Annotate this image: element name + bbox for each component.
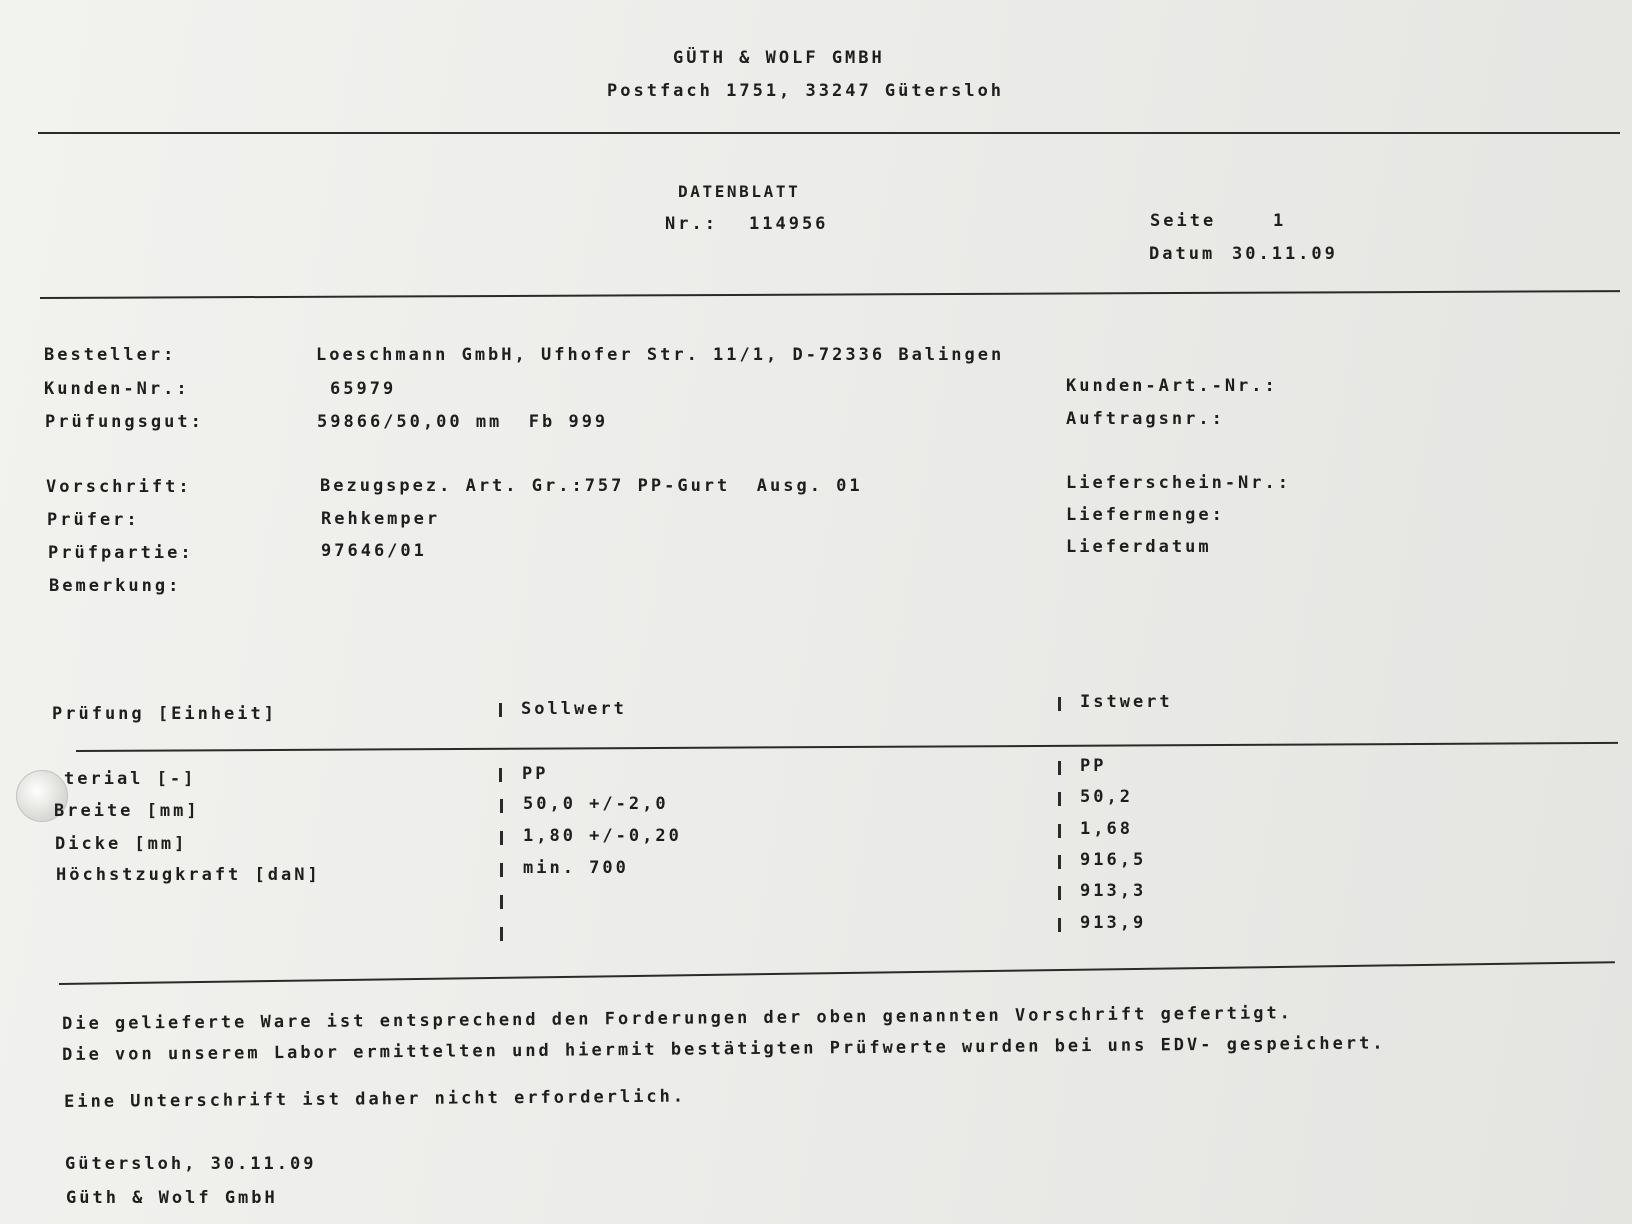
doc-title: DATENBLATT	[678, 182, 801, 201]
divider-table-header	[76, 742, 1618, 752]
statement-line-3: Eine Unterschrift ist daher nicht erforderlich.	[63, 1086, 687, 1112]
divider-title	[40, 290, 1620, 299]
col-separator	[1058, 792, 1061, 806]
row-soll-value: 50,0 +/-2,0	[523, 794, 669, 814]
col-separator	[1058, 761, 1061, 775]
col-header-ist: Istwert	[1080, 692, 1173, 712]
label-pruefer: Prüfer:	[47, 510, 140, 530]
value-besteller: Loeschmann GmbH, Ufhofer Str. 11/1, D-72336 Balingen	[316, 345, 1005, 365]
value-pruefpartie: 97646/01	[321, 541, 427, 561]
row-ist-value: 913,9	[1080, 913, 1147, 933]
row-ist-value: 916,5	[1080, 850, 1147, 870]
col-separator	[499, 768, 502, 782]
label-kunden-art-nr: Kunden-Art.-Nr.:	[1066, 376, 1278, 396]
row-test-label: Breite [mm]	[54, 801, 200, 821]
col-separator	[500, 895, 503, 909]
col-separator	[500, 831, 503, 845]
row-ist-value: 913,3	[1080, 881, 1147, 901]
page-label: Seite	[1150, 211, 1217, 231]
company-address: Postfach 1751, 33247 Gütersloh	[607, 81, 1005, 101]
label-vorschrift: Vorschrift:	[46, 477, 192, 497]
value-pruefungsgut: 59866/50,00 mm Fb 999	[317, 412, 609, 432]
col-separator	[1058, 824, 1061, 838]
label-auftragsnr: Auftragsnr.:	[1066, 409, 1225, 429]
page-number: 1	[1273, 211, 1287, 231]
row-soll-value: PP	[522, 764, 549, 784]
col-separator	[1058, 886, 1061, 900]
label-liefermenge: Liefermenge:	[1066, 505, 1225, 525]
divider-table-bottom	[59, 961, 1615, 985]
col-separator	[500, 799, 503, 813]
row-soll-value: min. 700	[523, 858, 629, 878]
label-lieferschein-nr: Lieferschein-Nr.:	[1066, 473, 1291, 493]
statement-line-1: Die gelieferte Ware ist entsprechend den Forderungen der oben genannten Vorschrift gefertigt.	[61, 1003, 1293, 1034]
label-pruefpartie: Prüfpartie:	[48, 543, 194, 563]
value-vorschrift: Bezugspez. Art. Gr.:757 PP-Gurt Ausg. 01	[320, 476, 863, 496]
footer-place-date: Gütersloh, 30.11.09	[65, 1154, 317, 1174]
row-ist-value: 50,2	[1080, 787, 1133, 807]
col-separator	[1058, 697, 1061, 711]
label-kunden-nr: Kunden-Nr.:	[44, 379, 190, 399]
col-separator	[499, 703, 502, 717]
date-label: Datum	[1149, 244, 1216, 264]
col-header-soll: Sollwert	[521, 699, 627, 719]
divider-top	[38, 132, 1620, 134]
label-lieferdatum: Lieferdatum	[1066, 537, 1212, 557]
col-separator	[500, 927, 503, 941]
statement-line-2: Die von unserem Labor ermittelten und hiermit bestätigten Prüfwerte wurden bei uns EDV- gespeichert.	[61, 1033, 1386, 1065]
doc-nr-label: Nr.:	[665, 214, 718, 234]
value-kunden-nr: 65979	[330, 379, 397, 399]
col-separator	[500, 863, 503, 877]
date-value: 30.11.09	[1232, 244, 1338, 264]
row-ist-value: PP	[1080, 756, 1107, 776]
label-besteller: Besteller:	[44, 345, 177, 365]
col-header-test: Prüfung [Einheit]	[52, 704, 277, 724]
row-test-label: terial [-]	[64, 769, 197, 789]
label-bemerkung: Bemerkung:	[49, 576, 182, 596]
row-soll-value: 1,80 +/-0,20	[523, 826, 682, 846]
value-pruefer: Rehkemper	[321, 509, 441, 529]
col-separator	[1058, 855, 1061, 869]
row-test-label: Höchstzugkraft [daN]	[56, 865, 321, 885]
row-ist-value: 1,68	[1080, 819, 1133, 839]
col-separator	[1058, 918, 1061, 932]
doc-nr-value: 114956	[749, 214, 829, 234]
row-test-label: Dicke [mm]	[55, 834, 188, 854]
company-name: GÜTH & WOLF GMBH	[673, 48, 885, 68]
footer-company: Güth & Wolf GmbH	[66, 1188, 278, 1208]
label-pruefungsgut: Prüfungsgut:	[45, 412, 204, 432]
